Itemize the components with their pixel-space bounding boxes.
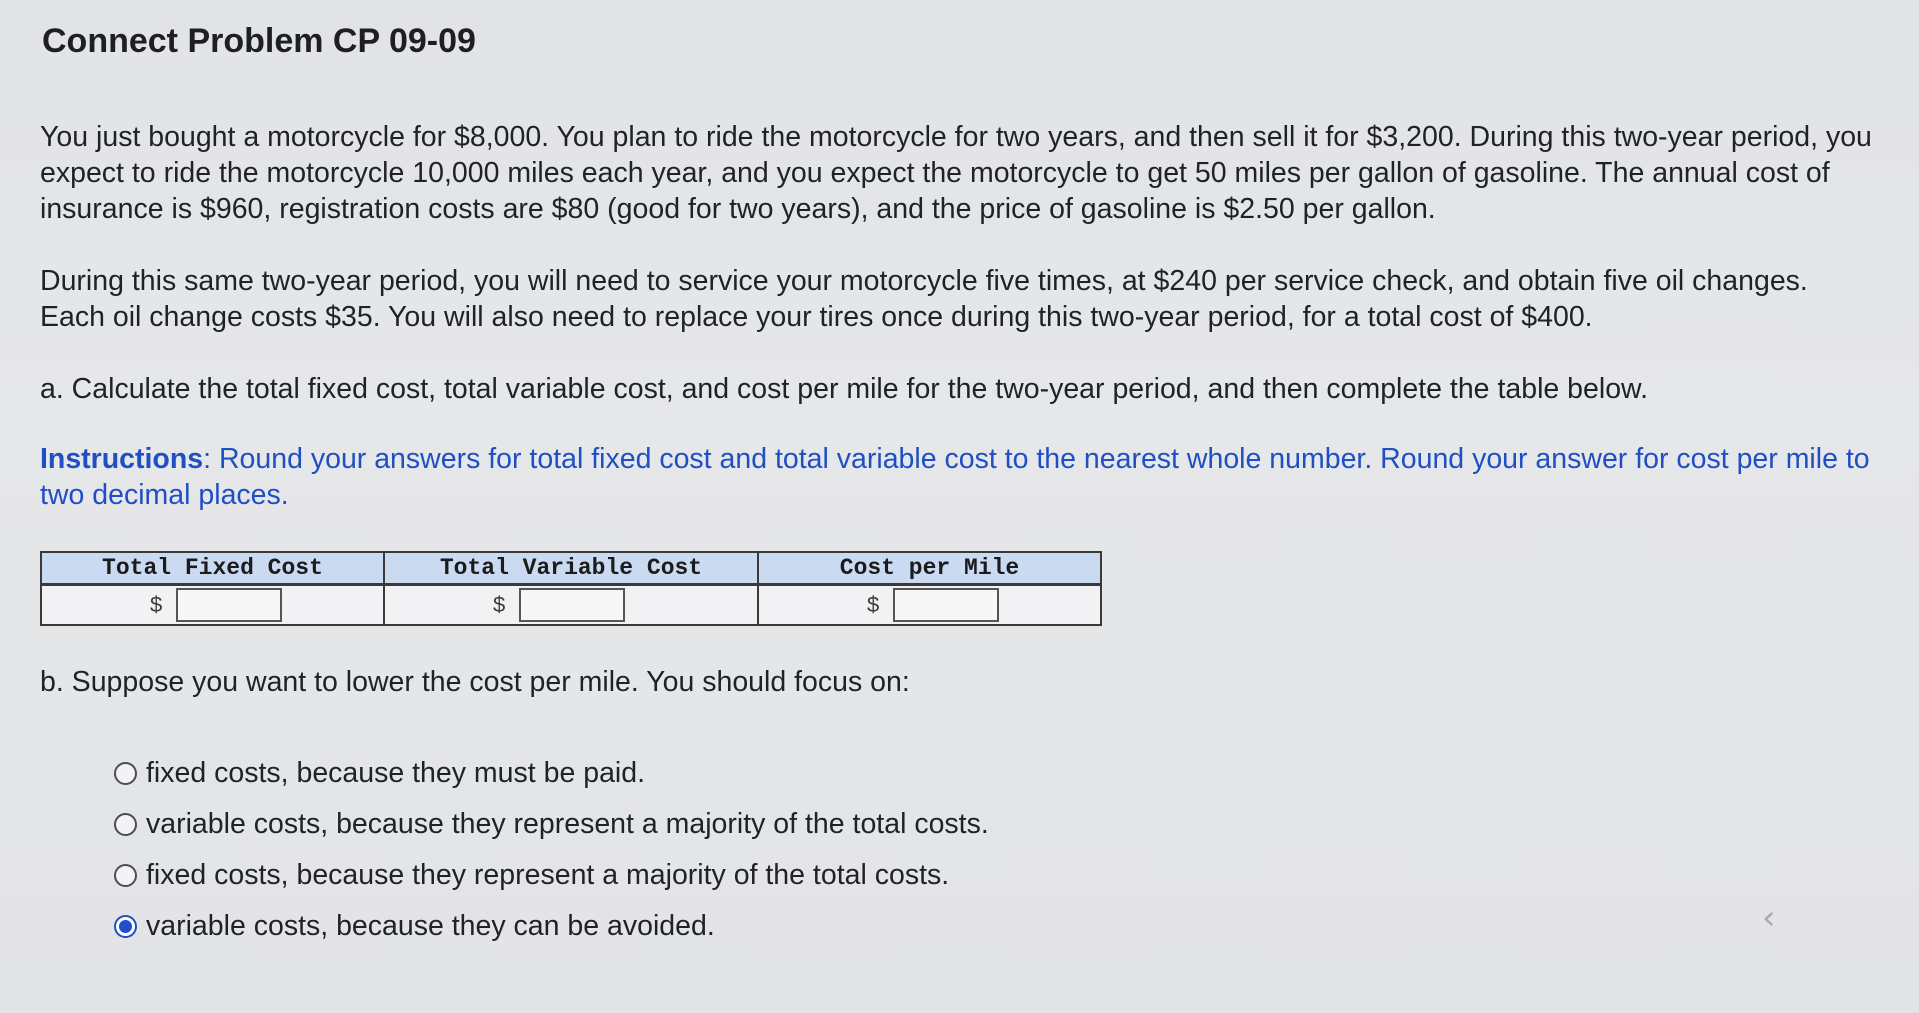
option-3[interactable] xyxy=(114,850,1879,901)
currency-symbol: $ xyxy=(867,592,880,617)
answer-options xyxy=(114,748,1879,952)
option-2[interactable] xyxy=(114,799,1879,850)
header-total-variable-cost: Total Variable Cost xyxy=(384,552,758,585)
chevron-left-icon: ‹ xyxy=(1762,898,1776,938)
currency-symbol: $ xyxy=(492,592,506,617)
instructions xyxy=(40,441,1879,513)
option-4[interactable] xyxy=(114,901,1879,952)
total-fixed-cost-cell xyxy=(41,585,384,626)
radio-button-4[interactable] xyxy=(114,915,137,938)
total-fixed-cost-input[interactable] xyxy=(176,588,282,622)
option-label: variable costs, because they represent a majority of the total costs. xyxy=(146,808,989,840)
header-total-fixed-cost: Total Fixed Cost xyxy=(41,552,384,585)
answer-table-header-row xyxy=(41,552,1101,585)
answer-table-row xyxy=(41,585,1101,626)
total-variable-cost-cell xyxy=(384,585,758,626)
currency-symbol: $ xyxy=(150,592,163,617)
part-a-question: a. Calculate the total fixed cost, total variable cost, and cost per mile for the two-year period, and then complete the table below. xyxy=(40,373,1648,405)
page-title: Connect Problem CP 09-09 xyxy=(42,22,476,60)
problem-service-details: During this same two-year period, you will need to service your motorcycle five times, at $240 per service check, and obtain five oil changes. Each oil change costs $35. You will also need to replace your tires once during this two-year period, for a total cost of $400. xyxy=(40,265,1808,333)
problem-intro: You just bought a motorcycle for $8,000. You plan to ride the motorcycle for two years, and then sell it for $3,200. During this two-year period, you expect to ride the motorcycle 10,000 miles each year, and you expect the motorcycle to get 50 miles per gallon of gasoline. The annual cost of insurance is $960, registration costs are $80 (good for two years), and the price of gasoline is $2.50 per gallon. xyxy=(40,121,1872,225)
instructions-lead: Instructions xyxy=(40,443,204,475)
option-label: variable costs, because they can be avoided. xyxy=(146,910,715,942)
radio-button-2[interactable] xyxy=(114,813,137,836)
header-cost-per-mile: Cost per Mile xyxy=(758,552,1101,585)
option-label: fixed costs, because they must be paid. xyxy=(146,757,646,789)
instructions-text: : Round your answers for total fixed cost and total variable cost to the nearest whole number. Round your answer for cost per mile to two decimal places. xyxy=(40,443,1870,511)
radio-button-3[interactable] xyxy=(114,864,137,887)
option-1[interactable] xyxy=(114,748,1879,799)
cost-per-mile-cell xyxy=(758,585,1101,626)
option-label: fixed costs, because they represent a majority of the total costs. xyxy=(146,859,950,891)
radio-button-1[interactable] xyxy=(114,762,137,785)
answer-table xyxy=(40,551,1102,626)
part-b-question: b. Suppose you want to lower the cost per mile. You should focus on: xyxy=(40,666,910,698)
total-variable-cost-input[interactable] xyxy=(519,588,625,622)
cost-per-mile-input[interactable] xyxy=(893,588,999,622)
